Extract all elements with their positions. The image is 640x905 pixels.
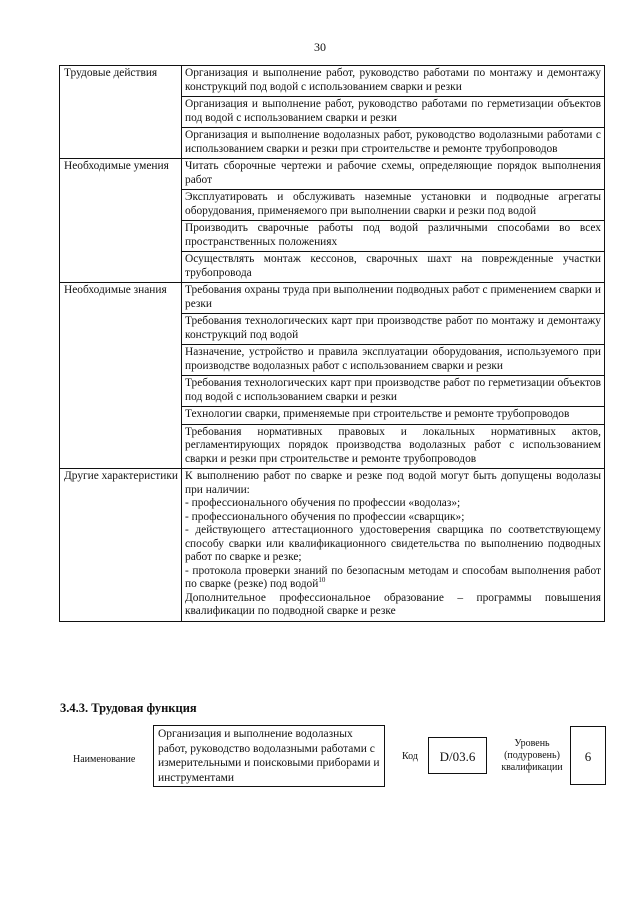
function-name-box: Организация и выполнение водолазных работ, руководство водолазными работами с измерительными и поисковыми приборами и инструментами bbox=[153, 725, 385, 787]
item-cell: Организация и выполнение работ, руководство работами по герметизации объектов под водой с использованием сварки и резки bbox=[182, 97, 605, 128]
category-cell: Необходимые умения bbox=[60, 159, 182, 283]
category-cell: Другие характеристики bbox=[60, 469, 182, 622]
code-label: Код bbox=[402, 751, 418, 762]
table-row bbox=[60, 159, 605, 190]
item-cell: Требования охраны труда при выполнении подводных работ с применением сварки и резки bbox=[182, 283, 605, 314]
item-cell: Технологии сварки, применяемые при строительстве и ремонте трубопроводов bbox=[182, 407, 605, 425]
category-cell: Трудовые действия bbox=[60, 66, 182, 159]
category-cell: Необходимые знания bbox=[60, 283, 182, 469]
table-body bbox=[60, 66, 605, 622]
page-number: 30 bbox=[314, 40, 326, 54]
item-cell: Организация и выполнение водолазных работ, руководство водолазными работами с использованием сварки и резки при строительстве и ремонте трубопроводов bbox=[182, 128, 605, 159]
item-cell: Назначение, устройство и правила эксплуатации оборудования, используемого при производстве водолазных работ с использованием сварки и резки bbox=[182, 345, 605, 376]
table-row bbox=[60, 283, 605, 314]
item-cell: Читать сборочные чертежи и рабочие схемы, определяющие порядок выполнения работ bbox=[182, 159, 605, 190]
characteristic-line bbox=[185, 565, 601, 592]
code-value-box: D/03.6 bbox=[428, 737, 487, 774]
item-cell: Эксплуатировать и обслуживать наземные установки и подводные агрегаты оборудования, применяемого при выполнении сварки и резки под водой bbox=[182, 190, 605, 221]
characteristic-text: - профессионального обучения по профессии «водолаз»; bbox=[185, 497, 461, 509]
name-label: Наименование bbox=[73, 754, 136, 765]
item-cell: Требования технологических карт при производстве работ по герметизации объектов под водой с использованием сварки и резки bbox=[182, 376, 605, 407]
item-cell: Требования нормативных правовых и локальных нормативных актов, регламентирующих порядок производства водолазных работ с использованием сварки и резки при строительстве и ремонте трубопроводов bbox=[182, 424, 605, 469]
characteristic-line bbox=[185, 592, 601, 619]
characteristic-line bbox=[185, 524, 601, 565]
item-cell: Осуществлять монтаж кессонов, сварочных шахт на поврежденные участки трубопровода bbox=[182, 252, 605, 283]
characteristic-text: Дополнительное профессиональное образование – программы повышения квалификации по подводной сварке и резке bbox=[185, 591, 601, 617]
characteristic-text: - профессионального обучения по профессии «сварщик»; bbox=[185, 510, 465, 523]
section-title: 3.4.3. Трудовая функция bbox=[60, 701, 197, 715]
characteristic-line bbox=[185, 497, 601, 511]
item-cell: Производить сварочные работы под водой различными способами во всех пространственных положениях bbox=[182, 221, 605, 252]
level-value-box: 6 bbox=[570, 726, 606, 785]
level-label: Уровень (подуровень) квалификации bbox=[501, 738, 563, 773]
table-row bbox=[60, 469, 605, 622]
labor-function-table bbox=[59, 65, 605, 622]
other-characteristics-cell bbox=[182, 469, 605, 622]
characteristic-text: К выполнению работ по сварке и резке под водой могут быть допущены водолазы при наличии: bbox=[185, 470, 601, 496]
item-cell: Требования технологических карт при производстве работ по монтажу и демонтажу конструкций под водой bbox=[182, 314, 605, 345]
characteristic-text: - протокола проверки знаний по безопасным методам и способам выполнения работ по сварке (резке) под водой bbox=[185, 564, 601, 590]
characteristic-line bbox=[185, 470, 601, 497]
footnote-mark: 10 bbox=[318, 576, 326, 585]
item-cell: Организация и выполнение работ, руководство работами по монтажу и демонтажу конструкций под водой с использованием сварки и резки bbox=[182, 66, 605, 97]
characteristic-line bbox=[185, 511, 601, 525]
table-row bbox=[60, 66, 605, 97]
characteristic-text: - действующего аттестационного удостоверения сварщика по соответствующему способу сварки или квалификационного свидетельства по выполнению подводных работ по сварке и резке; bbox=[185, 524, 601, 563]
